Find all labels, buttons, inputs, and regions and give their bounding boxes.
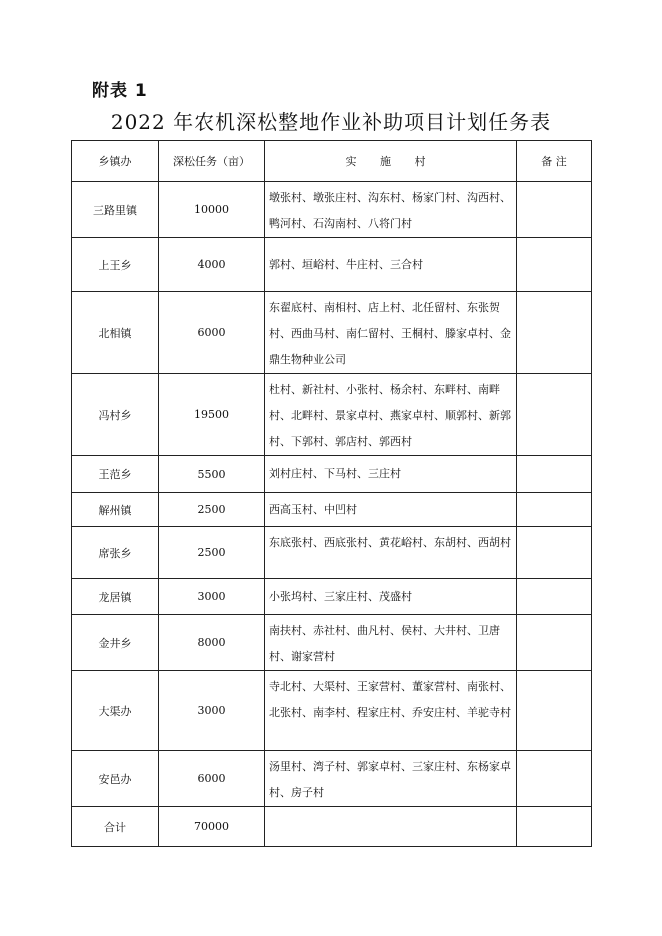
task-table — [71, 140, 592, 847]
remarks-cell — [517, 238, 592, 292]
total-row — [72, 807, 592, 847]
remarks-cell — [517, 493, 592, 527]
table-row — [72, 238, 592, 292]
remarks-cell — [517, 807, 592, 847]
remarks-cell — [517, 579, 592, 615]
task-cell: 4000 — [159, 238, 265, 292]
task-cell: 5500 — [159, 456, 265, 493]
remarks-cell — [517, 615, 592, 671]
township-cell: 冯村乡 — [72, 374, 159, 456]
township-cell: 北相镇 — [72, 292, 159, 374]
header-villages: 实 施 村 — [265, 141, 517, 182]
township-cell: 王范乡 — [72, 456, 159, 493]
document-title: 2022 年农机深松整地作业补助项目计划任务表 — [110, 110, 552, 134]
table-row — [72, 292, 592, 374]
township-cell: 解州镇 — [72, 493, 159, 527]
township-cell: 三路里镇 — [72, 182, 159, 238]
task-cell: 3000 — [159, 671, 265, 751]
task-cell: 2500 — [159, 527, 265, 579]
task-cell: 19500 — [159, 374, 265, 456]
task-cell: 6000 — [159, 751, 265, 807]
total-label-cell: 合计 — [72, 807, 159, 847]
township-cell: 上王乡 — [72, 238, 159, 292]
township-cell: 金井乡 — [72, 615, 159, 671]
remarks-cell — [517, 751, 592, 807]
villages-cell: 西高玉村、中凹村 — [265, 493, 517, 527]
table-row — [72, 615, 592, 671]
villages-cell: 郭村、垣峪村、牛庄村、三合村 — [265, 238, 517, 292]
header-row — [72, 141, 592, 182]
header-task: 深松任务（亩） — [159, 141, 265, 182]
township-cell: 大渠办 — [72, 671, 159, 751]
remarks-cell — [517, 456, 592, 493]
villages-cell: 小张坞村、三家庄村、茂盛村 — [265, 579, 517, 615]
table-row — [72, 527, 592, 579]
header-township: 乡镇办 — [72, 141, 159, 182]
total-task-cell: 70000 — [159, 807, 265, 847]
remarks-cell — [517, 374, 592, 456]
township-cell: 安邑办 — [72, 751, 159, 807]
villages-cell: 东翟底村、南相村、店上村、北任留村、东张贺村、西曲马村、南仁留村、王桐村、滕家卓村、金鼎生物种业公司 — [265, 292, 517, 374]
task-cell: 8000 — [159, 615, 265, 671]
remarks-cell — [517, 527, 592, 579]
table-row — [72, 374, 592, 456]
task-cell: 3000 — [159, 579, 265, 615]
header-remarks: 备 注 — [517, 141, 592, 182]
villages-cell: 东底张村、西底张村、黄花峪村、东胡村、西胡村 — [265, 527, 517, 579]
remarks-cell — [517, 182, 592, 238]
villages-cell: 刘村庄村、下马村、三庄村 — [265, 456, 517, 493]
annex-label: 附表 1 — [92, 81, 148, 101]
township-cell: 龙居镇 — [72, 579, 159, 615]
remarks-cell — [517, 292, 592, 374]
remarks-cell — [517, 671, 592, 751]
table-row — [72, 579, 592, 615]
table-row — [72, 493, 592, 527]
table-row — [72, 751, 592, 807]
villages-cell: 墩张村、墩张庄村、沟东村、杨家门村、沟西村、鸭河村、石沟南村、八将门村 — [265, 182, 517, 238]
villages-cell: 汤里村、湾子村、郭家卓村、三家庄村、东杨家卓村、房子村 — [265, 751, 517, 807]
task-cell: 10000 — [159, 182, 265, 238]
table-row — [72, 182, 592, 238]
villages-cell: 寺北村、大渠村、王家营村、董家营村、南张村、北张村、南李村、程家庄村、乔安庄村、羊驼寺村 — [265, 671, 517, 751]
villages-cell: 南扶村、赤社村、曲凡村、侯村、大井村、卫唐村、谢家营村 — [265, 615, 517, 671]
villages-cell — [265, 807, 517, 847]
task-cell: 2500 — [159, 493, 265, 527]
table-row — [72, 671, 592, 751]
villages-cell: 杜村、新社村、小张村、杨余村、东畔村、南畔村、北畔村、景家卓村、燕家卓村、顺郭村、新郭村、下郭村、郭店村、郭西村 — [265, 374, 517, 456]
task-cell: 6000 — [159, 292, 265, 374]
township-cell: 席张乡 — [72, 527, 159, 579]
table-row — [72, 456, 592, 493]
